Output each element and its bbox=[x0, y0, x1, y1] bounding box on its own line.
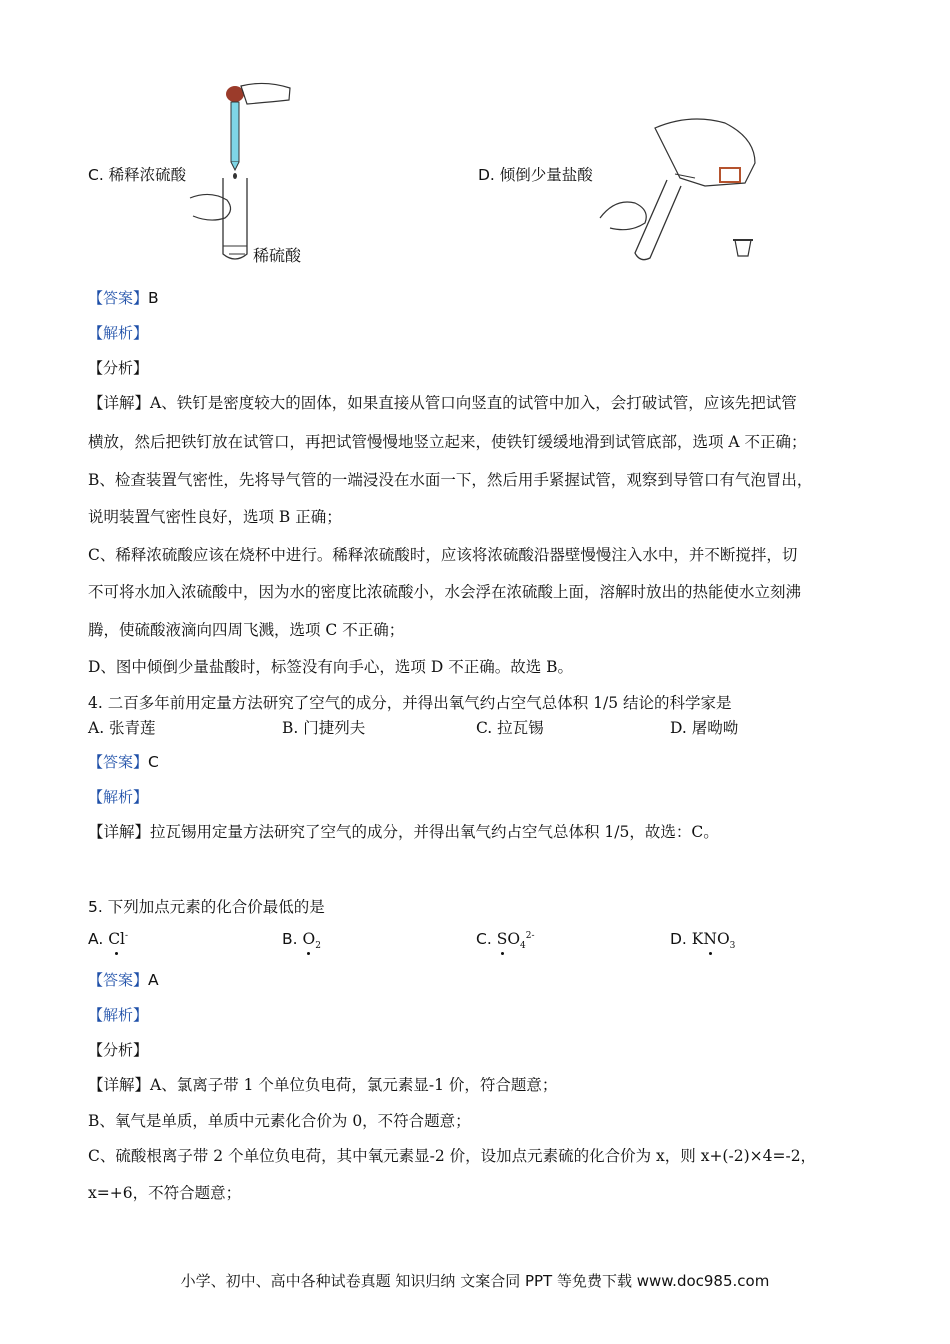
option-d-label: D. 倾倒少量盐酸 bbox=[478, 166, 593, 184]
q3-detail-line: 不可将水加入浓硫酸中，因为水的密度比浓硫酸小，水会浮在浓硫酸上面，溶解时放出的热能使水立刻沸 bbox=[88, 583, 802, 601]
q3-answer-row bbox=[88, 287, 159, 308]
fenxi-tag: 【分析】 bbox=[88, 359, 149, 377]
q5-detail-line: 【详解】A、氯离子带 1 个单位负电荷，氯元素显-1 价，符合题意； bbox=[88, 1076, 558, 1094]
q3-detail-line: 横放，然后把铁钉放在试管口，再把试管慢慢地竖立起来，使铁钉缓缓地滑到试管底部，选项 A 不正确； bbox=[88, 433, 807, 451]
q4-option-b: B. 门捷列夫 bbox=[282, 719, 366, 737]
q3-detail-line: 说明装置气密性良好，选项 B 正确； bbox=[88, 508, 342, 526]
answer-value: A bbox=[148, 971, 159, 989]
q4-stem: 4. 二百多年前用定量方法研究了空气的成分，并得出氧气约占空气总体积 1/5 结论的科学家是 bbox=[88, 694, 732, 712]
q4-option-d: D. 屠呦呦 bbox=[670, 719, 739, 737]
q5-stem: 5. 下列加点元素的化合价最低的是 bbox=[88, 898, 325, 916]
q3-detail-line: 腾，使硫酸液滴向四周飞溅，选项 C 不正确； bbox=[88, 621, 405, 639]
page-footer: 小学、初中、高中各种试卷真题 知识归纳 文案合同 PPT 等免费下载 www.doc985.com bbox=[180, 1272, 770, 1290]
q4-option-c: C. 拉瓦锡 bbox=[476, 719, 544, 737]
image-label-dilute-acid: 稀硫酸 bbox=[253, 246, 302, 265]
q3-detail-line: 【详解】A、铁钉是密度较大的固体，如果直接从管口向竖直的试管中加入，会打破试管，应该先把试管 bbox=[88, 394, 797, 412]
dilute-acid-illustration bbox=[185, 78, 320, 268]
q5-detail-line: C、硫酸根离子带 2 个单位负电荷，其中氧元素显-2 价，设加点元素硫的化合价为 x，则 x+(-2)×4=-2， bbox=[88, 1147, 817, 1165]
q5-option-a: A. Cl- bbox=[88, 930, 129, 948]
option-c-label: C. 稀释浓硫酸 bbox=[88, 166, 187, 184]
q5-answer-row bbox=[88, 969, 159, 990]
q5-option-c: C. $SO_4^{2-}$ bbox=[476, 930, 535, 952]
q4-option-a: A. 张青莲 bbox=[88, 719, 156, 737]
analysis-tag: 【解析】 bbox=[88, 1006, 149, 1024]
q5-detail-line: B、氧气是单质，单质中元素化合价为 0，不符合题意； bbox=[88, 1112, 471, 1130]
answer-tag: 【答案】 bbox=[88, 971, 149, 989]
q3-detail-line: C、稀释浓硫酸应该在烧杯中进行。稀释浓硫酸时，应该将浓硫酸沿器壁慢慢注入水中，并不断搅拌，切 bbox=[88, 546, 798, 564]
answer-value: C bbox=[148, 753, 159, 771]
q5-option-d: D. $KNO_3$ bbox=[670, 930, 736, 952]
q4-answer-row bbox=[88, 751, 159, 772]
answer-tag: 【答案】 bbox=[88, 289, 149, 307]
q5-detail-line: x=+6，不符合题意； bbox=[88, 1184, 242, 1202]
pour-acid-illustration bbox=[595, 108, 780, 268]
q4-detail: 【详解】拉瓦锡用定量方法研究了空气的成分，并得出氧气约占空气总体积 1/5，故选：C。 bbox=[88, 823, 719, 841]
fenxi-tag: 【分析】 bbox=[88, 1041, 149, 1059]
analysis-tag: 【解析】 bbox=[88, 324, 149, 342]
q3-detail-line: D、图中倾倒少量盐酸时，标签没有向手心，选项 D 不正确。故选 B。 bbox=[88, 658, 574, 676]
answer-tag: 【答案】 bbox=[88, 753, 149, 771]
analysis-tag: 【解析】 bbox=[88, 788, 149, 806]
answer-value: B bbox=[148, 289, 159, 307]
q3-detail-line: B、检查装置气密性，先将导气管的一端浸没在水面一下，然后用手紧握试管，观察到导管口有气泡冒出， bbox=[88, 471, 813, 489]
q5-option-b: B. $O_2$ bbox=[282, 930, 321, 952]
